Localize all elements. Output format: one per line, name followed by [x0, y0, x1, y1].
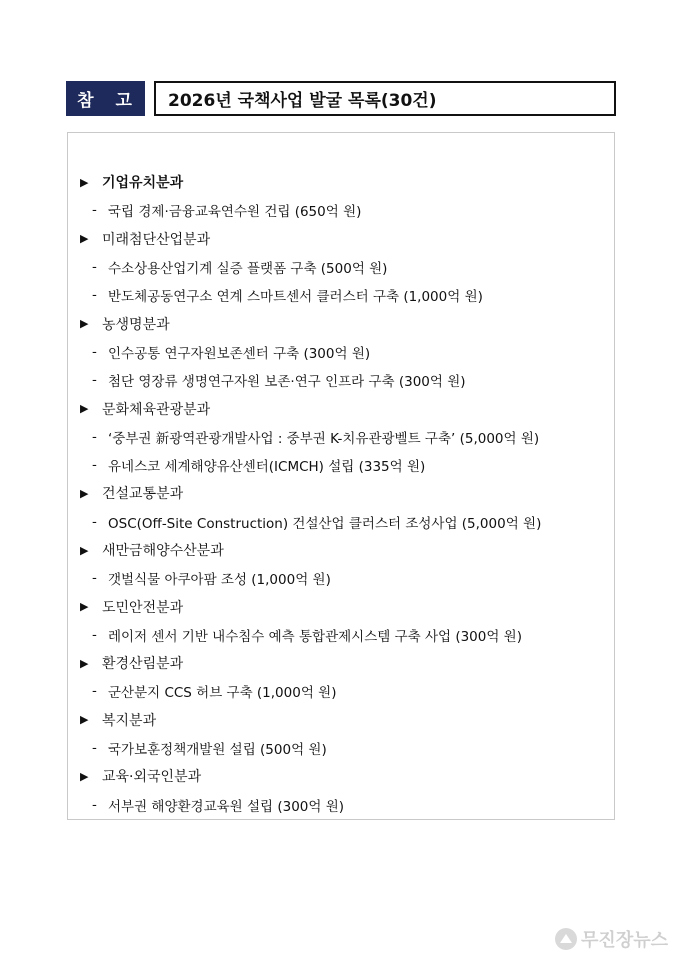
item-text: 서부권 해양환경교육원 설립 (300억 원) — [108, 798, 345, 815]
dash-marker: - — [92, 372, 97, 389]
triangle-bullet-icon: ▶ — [80, 402, 89, 416]
list-item — [80, 253, 610, 281]
triangle-bullet-icon: ▶ — [80, 600, 89, 614]
dash-marker: - — [92, 796, 97, 813]
item-text: 국가보훈정책개발원 설립 (500억 원) — [108, 742, 327, 759]
triangle-bullet-icon: ▶ — [80, 232, 89, 246]
dash-marker: - — [92, 287, 97, 304]
category-heading — [80, 168, 610, 196]
dash-marker: - — [92, 570, 97, 587]
triangle-bullet-icon: ▶ — [80, 656, 89, 670]
category-heading — [80, 592, 610, 620]
logo-icon — [555, 928, 577, 950]
list-item — [80, 791, 610, 819]
dash-marker: - — [92, 343, 97, 360]
item-text: 갯벌식물 아쿠아팜 조성 (1,000억 원) — [108, 572, 331, 589]
triangle-bullet-icon: ▶ — [80, 543, 89, 557]
triangle-bullet-icon: ▶ — [80, 713, 89, 727]
item-text: 군산분지 CCS 허브 구축 (1,000억 원) — [108, 685, 337, 702]
list-item — [80, 621, 610, 649]
list-item — [80, 564, 610, 592]
triangle-bullet-icon: ▶ — [80, 317, 89, 331]
list-item — [80, 338, 610, 366]
dash-marker: - — [92, 513, 97, 530]
triangle-bullet-icon: ▶ — [80, 486, 89, 500]
category-heading — [80, 706, 610, 734]
watermark — [555, 926, 668, 952]
item-text: 반도체공동연구소 연계 스마트센서 클러스터 구축 (1,000억 원) — [108, 289, 483, 306]
dash-marker: - — [92, 259, 97, 276]
triangle-bullet-icon: ▶ — [80, 175, 89, 189]
category-label: 농생명분과 — [102, 316, 170, 333]
category-label: 도민안전분과 — [102, 599, 184, 616]
dash-marker: - — [92, 202, 97, 219]
category-label: 건설교통분과 — [102, 486, 184, 503]
dash-marker: - — [92, 457, 97, 474]
list-item — [80, 508, 610, 536]
item-text: 국립 경제·금융교육연수원 건립 (650억 원) — [108, 204, 362, 221]
category-label: 문화체육관광분과 — [102, 401, 211, 418]
list-item — [80, 734, 610, 762]
category-label: 환경산림분과 — [102, 656, 184, 673]
category-label: 교육·외국인분과 — [102, 769, 202, 786]
list-item — [80, 196, 610, 224]
category-heading — [80, 762, 610, 790]
list-item — [80, 366, 610, 394]
category-label: 새만금해양수산분과 — [102, 543, 224, 559]
item-text: 첨단 영장류 생명연구자원 보존·연구 인프라 구축 (300억 원) — [108, 374, 466, 391]
item-text: 유네스코 세계해양유산센터(ICMCH) 설립 (335억 원) — [108, 459, 426, 476]
category-heading — [80, 536, 610, 564]
category-heading — [80, 649, 610, 677]
category-heading — [80, 225, 610, 253]
header — [66, 81, 616, 116]
page-title: 2026년 국책사업 발굴 목록(30건) — [154, 81, 616, 116]
category-label: 복지분과 — [102, 712, 157, 729]
dash-marker: - — [92, 626, 97, 643]
item-text: 인수공통 연구자원보존센터 구축 (300억 원) — [108, 345, 371, 362]
dash-marker: - — [92, 683, 97, 700]
reference-tag: 참 고 — [66, 81, 145, 116]
category-heading — [80, 394, 610, 422]
category-list — [80, 168, 610, 819]
item-text: ‘중부권 新광역관광개발사업 : 중부권 K-치유관광벨트 구축’ (5,000억 원) — [108, 430, 540, 447]
item-text: 레이저 센서 기반 내수침수 예측 통합관제시스템 구축 사업 (300억 원) — [108, 628, 522, 645]
category-heading — [80, 309, 610, 337]
category-heading — [80, 479, 610, 507]
watermark-text: 무진장뉴스 — [581, 930, 668, 951]
list-item — [80, 451, 610, 479]
category-label: 미래첨단산업분과 — [102, 231, 211, 248]
list-item — [80, 423, 610, 451]
category-label: 기업유치분과 — [102, 175, 184, 192]
list-item — [80, 677, 610, 705]
dash-marker: - — [92, 428, 97, 445]
list-item — [80, 281, 610, 309]
item-text: 수소상용산업기계 실증 플랫폼 구축 (500억 원) — [108, 261, 388, 278]
item-text: OSC(Off-Site Construction) 건설산업 클러스터 조성사업 (5,000억 원) — [108, 515, 542, 532]
dash-marker: - — [92, 740, 97, 757]
triangle-bullet-icon: ▶ — [80, 769, 89, 783]
